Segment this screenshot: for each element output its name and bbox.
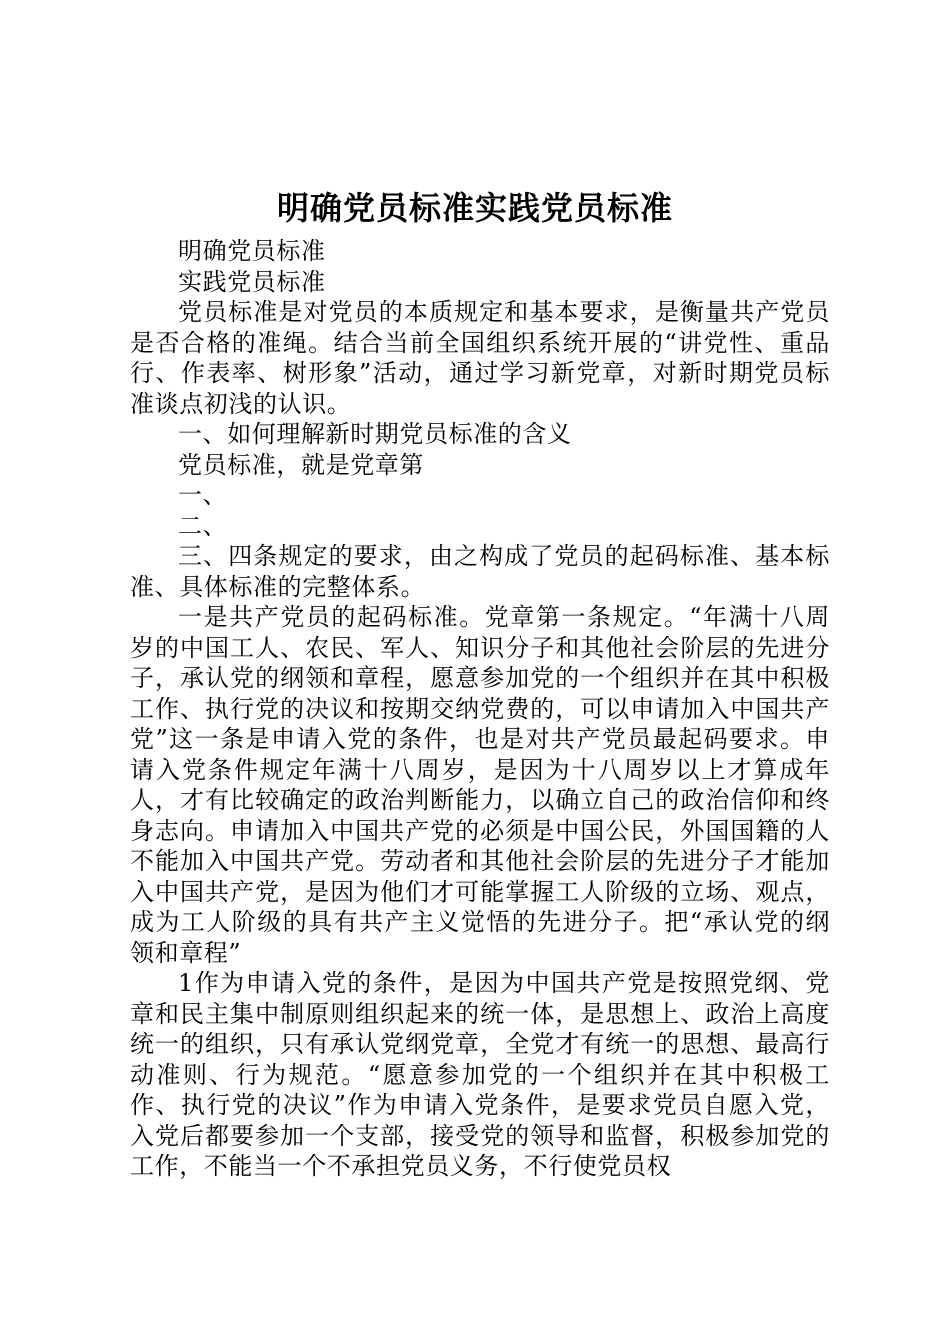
section-heading-1: 一、如何理解新时期党员标准的含义: [178, 420, 572, 448]
paragraph: 三、四条规定的要求，由之构成了党员的起码标准、基本标准、具体标准的完整体系。: [130, 542, 830, 601]
document-title: 明确党员标准实践党员标准: [276, 189, 673, 227]
paragraph-subtitle-2: 实践党员标准: [178, 267, 326, 296]
paragraph: 党员标准，就是党章第: [178, 450, 424, 479]
document-body: [130, 236, 830, 1182]
paragraph: 二、: [178, 511, 228, 540]
paragraph: 一、: [178, 481, 228, 509]
paragraph-subtitle-1: 明确党员标准: [178, 237, 326, 265]
paragraph: 一是共产党员的起码标准。党章第一条规定。“年满十八周岁的中国工人、农民、军人、知识分子和其他社会阶层的先进分子，承认党的纲领和章程，愿意参加党的一个组织并在其中积极工作、执行党的决议和按期交纳党费的，可以申请加入中国共产党”这一条是申请入党的条件，也是对共产党员最起码要求。申请入党条件规定年满十八周岁，是因为十八周岁以上才算成年人，才有比较确定的政治判断能力，以确立自己的政治信仰和终身志向。申请加入中国共产党的必须是中国公民，外国国籍的人不能加入中国共产党。劳动者和其他社会阶层的先进分子才能加入中国共产党，是因为他们才可能掌握工人阶级的立场、观点，成为工人阶级的具有共产主义觉悟的先进分子。把“承认党的纲领和章程”: [130, 603, 830, 967]
paragraph: 1作为申请入党的条件，是因为中国共产党是按照党纲、党章和民主集中制原则组织起来的统一体，是思想上、政治上高度统一的组织，只有承认党纲党章，全党才有统一的思想、最高行动准则、行为规范。“愿意参加党的一个组织并在其中积极工作、执行党的决议”作为申请入党条件，是要求党员自愿入党，入党后都要参加一个支部，接受党的领导和监督，积极参加党的工作，不能当一个不承担党员义务，不行使党员权: [130, 969, 830, 1180]
paragraph-intro: 党员标准是对党员的本质规定和基本要求，是衡量共产党员是否合格的准绳。结合当前全国组织系统开展的“讲党性、重品行、作表率、树形象”活动，通过学习新党章，对新时期党员标准谈点初浅的认识。: [130, 298, 830, 418]
